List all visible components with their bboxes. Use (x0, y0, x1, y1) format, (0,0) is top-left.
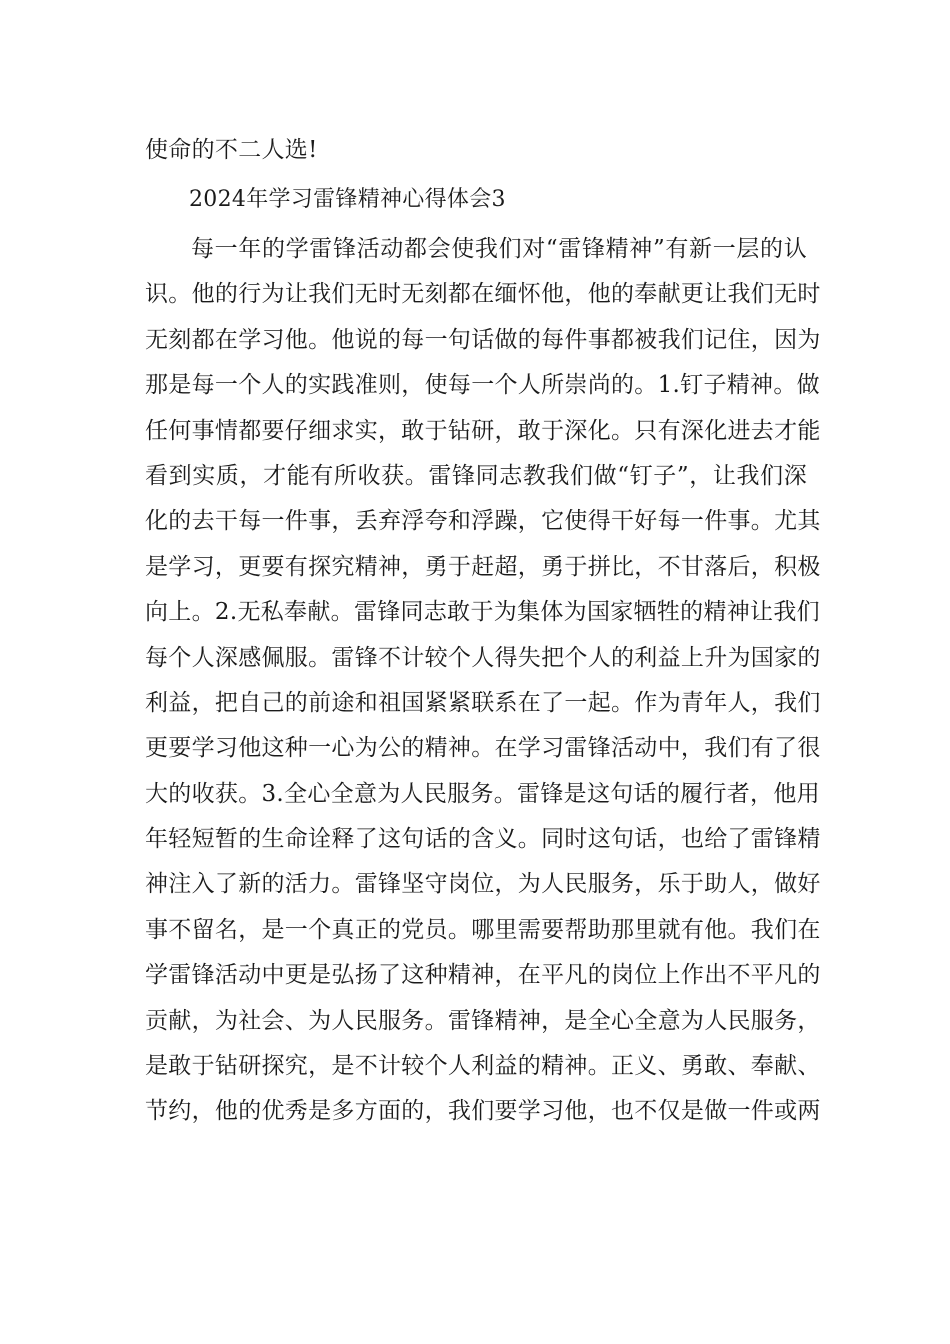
paragraph-line: 每一年的学雷锋活动都会使我们对“雷锋精神”有新一层的认 (191, 236, 807, 262)
paragraph-line: 化的去干每一件事，丢弃浮夸和浮躁，它使得干好每一件事。尤其 (145, 508, 821, 535)
paragraph-line: 识。他的行为让我们无时无刻都在缅怀他，他的奉献更让我们无时 (145, 281, 821, 308)
section-heading: 2024年学习雷锋精神心得体会3 (189, 187, 506, 212)
paragraph-line: 利益，把自己的前途和祖国紧紧联系在了一起。作为青年人，我们 (145, 689, 821, 716)
paragraph-line: 无刻都在学习他。他说的每一句话做的每件事都被我们记住，因为 (145, 326, 821, 353)
paragraph-line: 每个人深感佩服。雷锋不计较个人得失把个人的利益上升为国家的 (145, 644, 821, 671)
paragraph-line: 向上。2.无私奉献。雷锋同志敢于为集体为国家牺牲的精神让我们 (145, 599, 820, 626)
paragraph-line: 贡献，为社会、为人民服务。雷锋精神，是全心全意为人民服务， (145, 1007, 821, 1034)
paragraph-line: 节约，他的优秀是多方面的，我们要学习他，也不仅是做一件或两 (145, 1098, 821, 1125)
paragraph-line: 年轻短暂的生命诠释了这句话的含义。同时这句话，也给了雷锋精 (145, 826, 821, 853)
section-heading-block (145, 177, 807, 222)
paragraph-line: 学雷锋活动中更是弘扬了这种精神，在平凡的岗位上作出不平凡的 (145, 962, 821, 989)
paragraph-line: 是敢于钻研探究，是不计较个人利益的精神。正义、勇敢、奉献、 (145, 1053, 821, 1080)
paragraph-line: 任何事情都要仔细求实，敢于钻研，敢于深化。只有深化进去才能 (145, 417, 821, 444)
paragraph-line: 大的收获。3.全心全意为人民服务。雷锋是这句话的履行者，他用 (145, 780, 820, 807)
paragraph-line: 事不留名，是一个真正的党员。哪里需要帮助那里就有他。我们在 (145, 916, 821, 943)
paragraph-line: 神注入了新的活力。雷锋坚守岗位，为人民服务，乐于助人，做好 (145, 871, 821, 898)
paragraph-line: 是学习，更要有探究精神，勇于赶超，勇于拼比，不甘落后，积极 (145, 553, 821, 580)
paragraph-line: 更要学习他这种一心为公的精神。在学习雷锋活动中，我们有了很 (145, 735, 821, 762)
continuation-line: 使命的不二人选! (145, 137, 318, 163)
paragraph-line: 看到实质，才能有所收获。雷锋同志教我们做“钉子”，让我们深 (145, 462, 807, 489)
continuation-text (145, 128, 807, 173)
paragraph-line: 那是每一个人的实践准则，使每一个人所崇尚的。1.钉子精神。做 (145, 372, 820, 399)
body-paragraph (145, 227, 821, 1135)
